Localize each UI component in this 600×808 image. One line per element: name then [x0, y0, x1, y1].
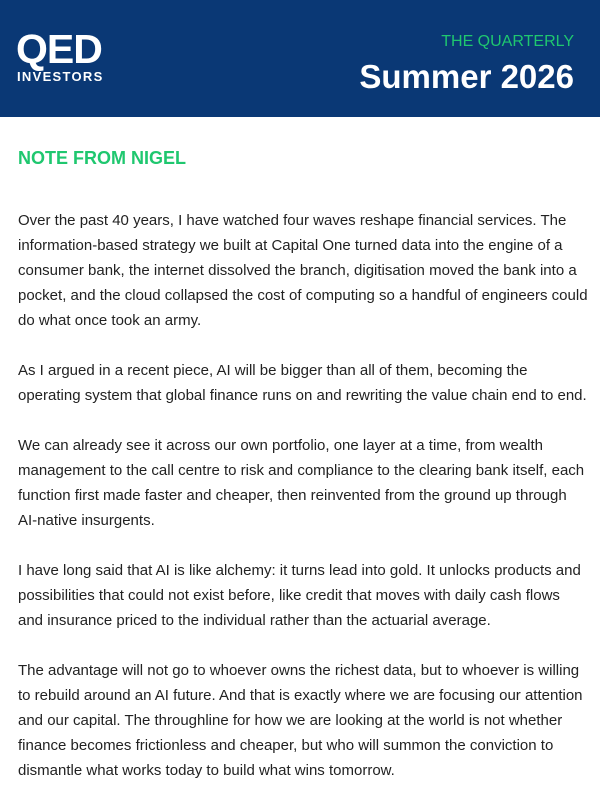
- paragraph: The advantage will not go to whoever owns the richest data, but to whoever is willing to rebuild around an AI future. And that is exactly where we are focusing our attention and our capital. The throughline for how we are looking at the world is not whether finance becomes frictionless and cheaper, but who will summon the conviction to dismantle what works today to build what wins tomorrow.: [18, 662, 583, 779]
- logo-subtitle: INVESTORS: [17, 69, 104, 84]
- paragraph: As I argued in a recent piece, AI will be bigger than all of them, becoming the operating system that global finance runs on and rewriting the value chain end to end.: [18, 362, 587, 404]
- issue-info: [359, 33, 574, 96]
- logo-wordmark: QED: [16, 26, 102, 72]
- paragraph: We can already see it across our own portfolio, one layer at a time, from wealth management to the call centre to risk and compliance to the clearing bank itself, each function first made faster and cheaper, then reinvented from the ground up through AI-native insurgents.: [18, 437, 585, 529]
- newsletter-body: [18, 146, 588, 808]
- newsletter-header: [0, 0, 600, 117]
- newsletter-kicker: THE QUARTERLY: [441, 33, 574, 50]
- qed-investors-logo[interactable]: [16, 26, 116, 87]
- issue-title: Summer 2026: [359, 58, 574, 95]
- paragraph: I have long said that AI is like alchemy: it turns lead into gold. It unlocks products and possibilities that could not exist before, like credit that moves with daily cash flows and insurance priced to the individual rather than the actuarial average.: [18, 562, 581, 629]
- paragraph: Over the past 40 years, I have watched four waves reshape financial services. The information-based strategy we built at Capital One turned data into the engine of a consumer bank, the internet dissolved the branch, digitisation moved the bank into a pocket, and the cloud collapsed the cost of computing so a handful of engineers could do what once took an army.: [18, 212, 588, 329]
- note-text: [18, 208, 588, 783]
- section-title: NOTE FROM NIGEL: [18, 148, 186, 168]
